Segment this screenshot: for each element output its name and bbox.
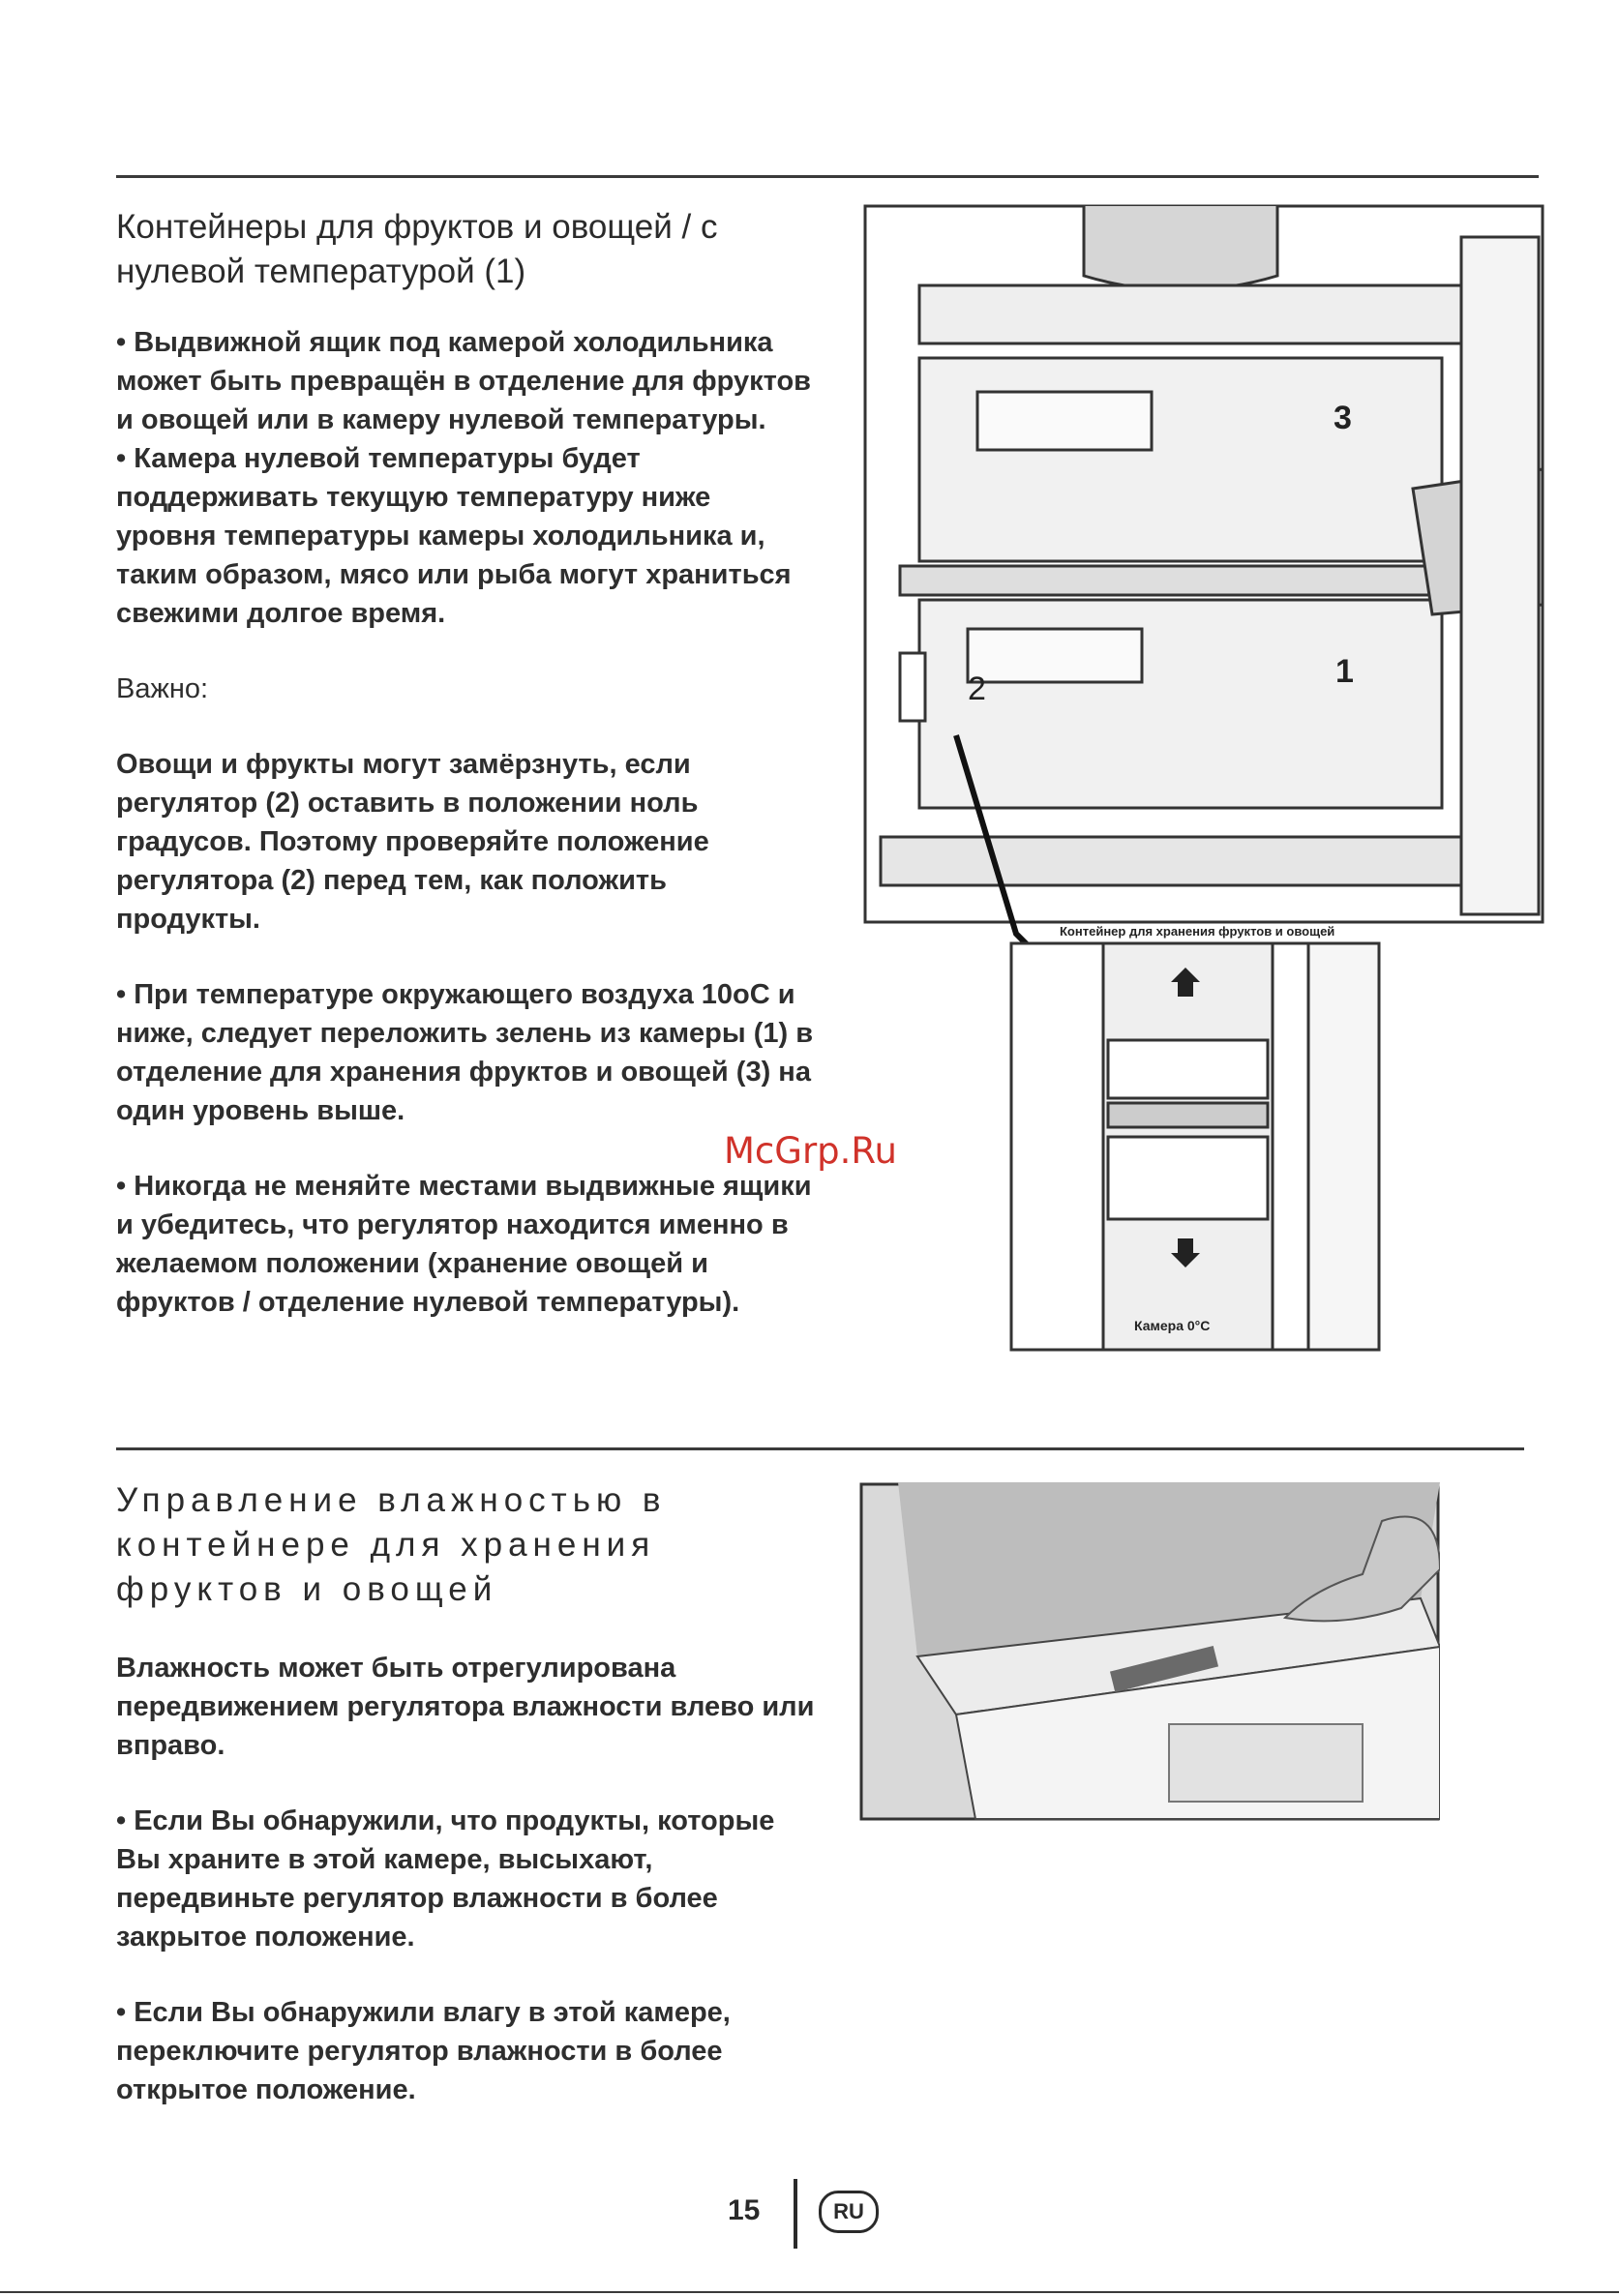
drawer-upper [919, 358, 1442, 561]
paragraph-freeze-warning: Овощи и фрукты могут замёрзнуть, если регулятор (2) оставить в положении ноль градусов. Поэтому проверяйте положение регулятора (2) перед тем, как положить продукты. [116, 749, 709, 935]
label-1: 1 [1335, 653, 1354, 690]
slider-closed [1108, 1137, 1268, 1219]
page-divider [794, 2179, 797, 2249]
section-zero-temp [116, 205, 818, 1322]
figure-humidity-regulator [859, 1482, 1440, 1821]
paragraph-ambient-temp: • При температуре окружающего воздуха 10оС и ниже, следует переложить зелень из камеры (1) в отделение для хранения фруктов и овощей (3) на один уровень выше. [116, 979, 814, 1126]
caption-zero-camera: Камера 0°C [1134, 1318, 1211, 1333]
section-title-humidity: Управление влажностью в контейнере для хранения фруктов и овощей [116, 1481, 667, 1608]
language-badge: RU [819, 2191, 879, 2233]
section-humidity [116, 1478, 818, 2109]
paragraph-humidity-adjust: Влажность может быть отрегулирована передвижением регулятора влажности влево или вправо. [116, 1653, 815, 1761]
shelf-top [919, 285, 1461, 343]
slider-open [1108, 1040, 1268, 1098]
paragraph-food-drying: • Если Вы обнаружили, что продукты, которые Вы храните в этой камере, высыхают, передвиньте регулятор влажности в более закрытое положение. [116, 1805, 775, 1953]
paragraph-zero-camera: • Камера нулевой температуры будет поддерживать текущую температуру ниже уровня температуры камеры холодильника и, таким образом, мясо или рыба могут храниться свежими долгое время. [116, 443, 792, 629]
caption-fruit-veg-container: Контейнер для хранения фруктов и овощей [1060, 924, 1335, 939]
paragraph-never-swap: • Никогда не меняйте местами выдвижные ящики и убедитесь, что регулятор находится именно в желаемом положении (хранение овощей и фруктов / отделение нулевой температуры). [116, 1171, 812, 1318]
figure-fridge-drawers [861, 198, 1558, 1359]
watermark: McGrp.Ru [724, 1130, 897, 1172]
top-rule [116, 175, 1539, 178]
section-title-zero-temp: Контейнеры для фруктов и овощей / с нулевой температурой (1) [116, 208, 718, 290]
fridge-top-duct [1084, 206, 1277, 290]
middle-rule [116, 1447, 1524, 1450]
label-3: 3 [1334, 400, 1352, 436]
bottom-edge [0, 2291, 1619, 2293]
page-number: 15 [728, 2194, 761, 2226]
paragraph-drawer-convert: • Выдвижной ящик под камерой холодильника может быть превращён в отделение для фруктов и овощей или в камеру нулевой температуры. [116, 327, 812, 435]
label-2: 2 [968, 671, 986, 707]
regulator-small [900, 653, 925, 721]
paragraph-moisture: • Если Вы обнаружили влагу в этой камере, переключите регулятор влажности в более открытое положение. [116, 1997, 731, 2105]
important-label: Важно: [116, 673, 209, 704]
